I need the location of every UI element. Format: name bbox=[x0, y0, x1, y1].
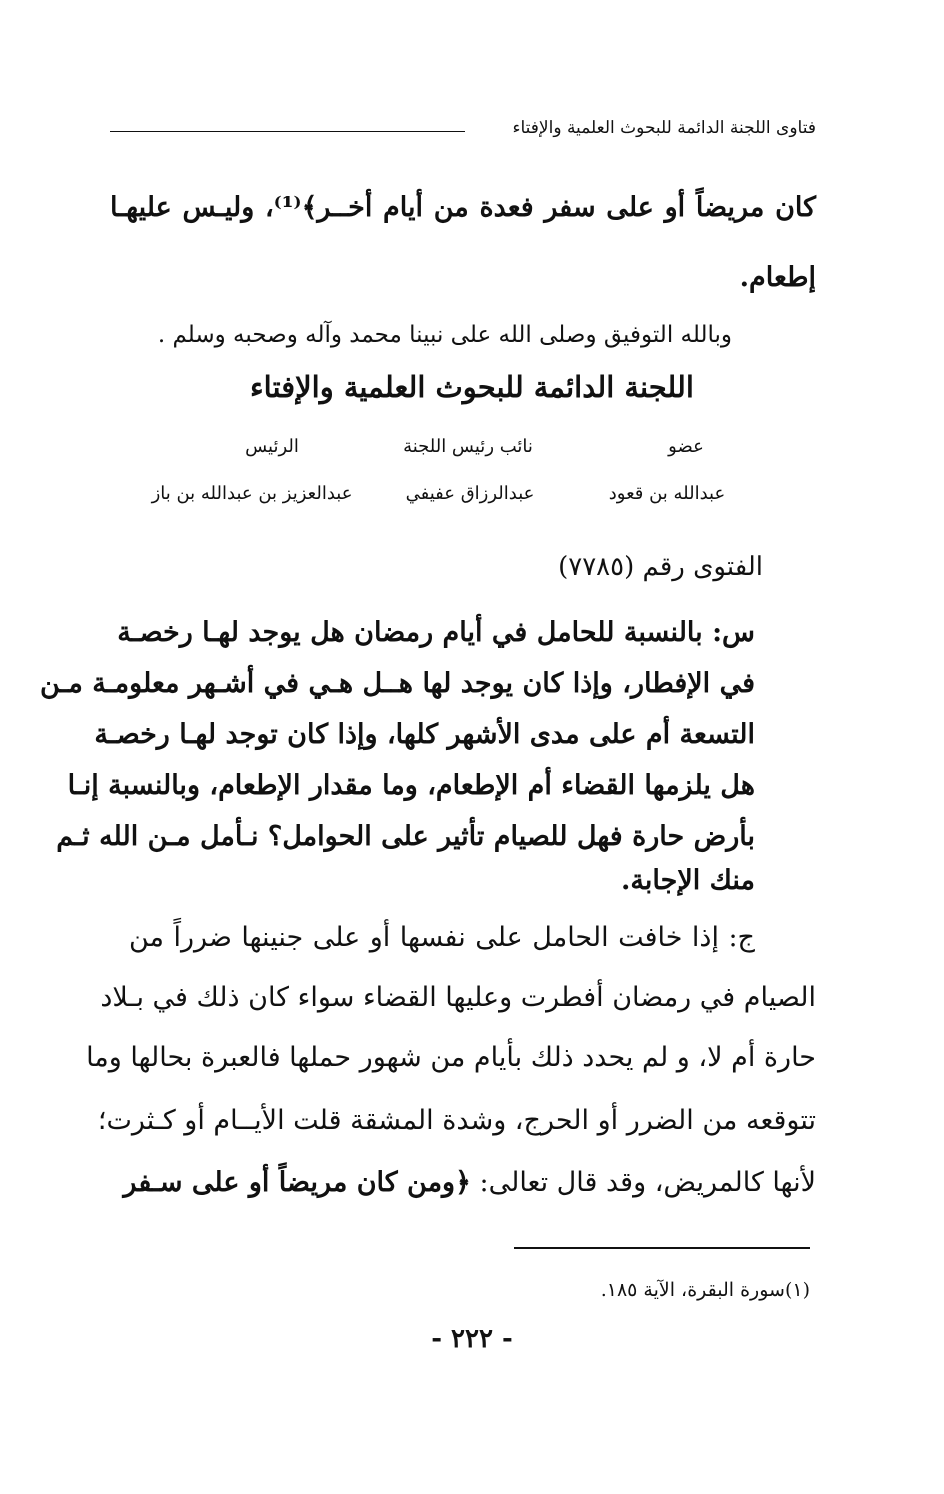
signatory-role-chair: الرئيس bbox=[245, 436, 299, 457]
signatory-name-member: عبدالله بن قعود bbox=[608, 483, 726, 504]
footnote-rule bbox=[514, 1247, 810, 1249]
signatory-name-chair: عبدالعزيز بن عبدالله بن باز bbox=[151, 483, 353, 504]
answer-line-5 bbox=[110, 1163, 816, 1203]
closing-formula: وبالله التوفيق وصلى الله على نبينا محمد وآله وصحبه وسلم . bbox=[157, 322, 732, 348]
footnote: (١)سورة البقرة، الآية ١٨٥. bbox=[600, 1279, 810, 1301]
answer-line-4: تتوقعه من الضرر أو الحرج، وشدة المشقة قلت الأيــام أو كـثرت؛ bbox=[97, 1105, 816, 1136]
running-title: فتاوى اللجنة الدائمة للبحوث العلمية والإفتاء bbox=[512, 118, 816, 138]
committee-name: اللجنة الدائمة للبحوث العلمية والإفتاء bbox=[250, 370, 694, 404]
fatwa-number: الفتوى رقم (٧٧٨٥) bbox=[558, 552, 763, 582]
question-line-5: بأرض حارة فهل للصيام تأثير على الحوامل؟ نـأمل مـن الله ثـم bbox=[56, 821, 755, 852]
signatory-name-vice-chair: عبدالرزاق عفيفي bbox=[405, 483, 535, 504]
answer-line-5-text: لأنها كالمريض، وقد قال تعالى: bbox=[470, 1167, 816, 1198]
question-line-1: س: بالنسبة للحامل في أيام رمضان هل يوجد لهـا رخصـة bbox=[117, 617, 755, 648]
quran-quote: ﴿ومن كان مريضاً أو على سـفر bbox=[123, 1167, 471, 1198]
answer-line-2: الصيام في رمضان أفطرت وعليها القضاء سواء كان ذلك في بـلاد bbox=[100, 982, 816, 1013]
answer-line-3: حارة أم لا، و لم يحدد ذلك بأيام من شهور حملها فالعبرة بحالها وما bbox=[86, 1042, 816, 1073]
question-line-6: منك الإجابة. bbox=[621, 865, 755, 896]
question-line-4: هل يلزمها القضاء أم الإطعام، وما مقدار الإطعام، وبالنسبة إنـا bbox=[67, 770, 755, 801]
answer-line-1: ج: إذا خافت الحامل على نفسها أو على جنينها ضرراً من bbox=[129, 922, 755, 953]
question-line-3: التسعة أم على مدى الأشهر كلها، وإذا كان توجد لهـا رخصـة bbox=[94, 719, 755, 750]
header-rule bbox=[110, 131, 465, 132]
continuation-line-2: إطعام. bbox=[739, 262, 816, 293]
question-line-2: في الإفطار، وإذا كان يوجد لها هــل هـي في أشـهر معلومـة مـن bbox=[39, 668, 755, 699]
continuation-line-1: كان مريضاً أو على سفر فعدة من أيام أخــر﴾⁽¹⁾، وليـس عليهـا bbox=[110, 192, 816, 223]
page-number: - ٢٢٢ - bbox=[431, 1324, 513, 1354]
signatory-role-vice-chair: نائب رئيس اللجنة bbox=[403, 436, 533, 457]
signatory-role-member: عضو bbox=[668, 436, 704, 457]
